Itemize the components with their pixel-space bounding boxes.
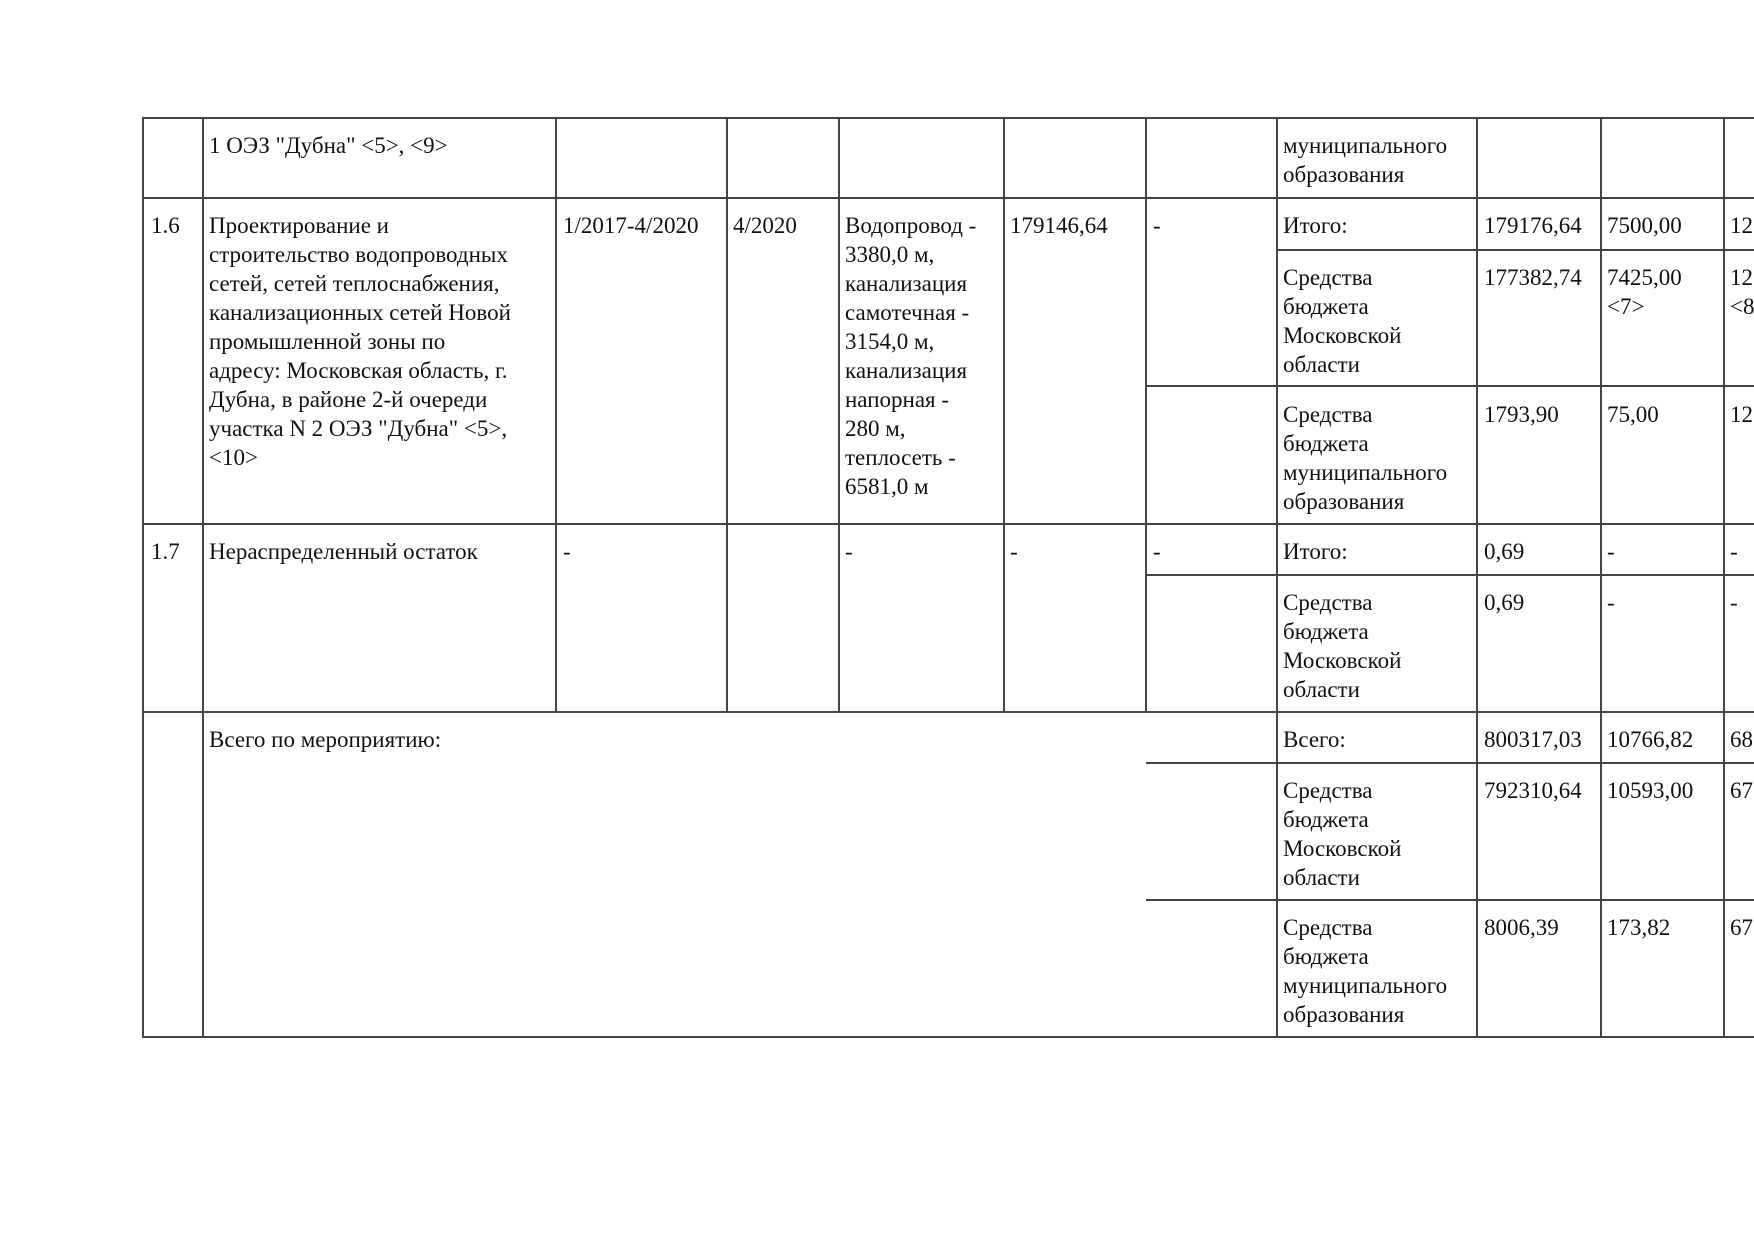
funding-source-cell: муниципального образования xyxy=(1283,133,1448,187)
funding-year1-cell: 10593,00 xyxy=(1607,778,1694,803)
row-divider xyxy=(143,197,1754,199)
funding-year2-cell: - xyxy=(1730,590,1738,615)
funding-year1-cell: 173,82 xyxy=(1607,915,1671,940)
total-label: Всего по мероприятию: xyxy=(209,727,442,752)
end-date-cell: 4/2020 xyxy=(733,213,797,238)
col-divider xyxy=(1003,117,1005,713)
funding-total-cell: 1793,90 xyxy=(1484,402,1559,427)
col-divider xyxy=(202,117,204,1038)
capacity-cell: Водопровод - 3380,0 м, канализация самотечная - 3154,0 м, канализация напорная - 280 м, теплосеть - 6581,0 м xyxy=(845,213,977,499)
funding-total-cell: 792310,64 xyxy=(1484,778,1582,803)
col-divider xyxy=(1145,117,1147,713)
row-divider xyxy=(1277,249,1754,251)
row-number: 1.6 xyxy=(151,213,180,238)
funding-source-cell: Итого: xyxy=(1283,213,1348,238)
funding-total-cell: 800317,03 xyxy=(1484,727,1582,752)
funding-year2-cell: 67 xyxy=(1730,915,1753,940)
funding-year2-cell: 12 xyxy=(1730,213,1753,238)
funding-total-cell: 177382,74 xyxy=(1484,265,1582,290)
table-border-left xyxy=(142,117,144,1038)
funding-source-cell: Всего: xyxy=(1283,727,1346,752)
row-divider xyxy=(143,711,1754,713)
cost-cell: 179146,64 xyxy=(1010,213,1108,238)
funding-year2-cell: 12 <8 xyxy=(1730,265,1754,319)
col-divider xyxy=(1476,117,1478,1038)
capacity-cell: - xyxy=(845,539,853,564)
funding-year2-cell: - xyxy=(1730,539,1738,564)
row-divider xyxy=(1146,899,1754,901)
funding-source-cell: Итого: xyxy=(1283,539,1348,564)
table-border-bottom xyxy=(143,1036,1754,1038)
col-divider xyxy=(726,117,728,713)
col-divider xyxy=(1600,117,1602,1038)
name-cell: 1 ОЭЗ "Дубна" <5>, <9> xyxy=(209,133,448,158)
funding-source-cell: Средства бюджета Московской области xyxy=(1283,590,1402,702)
table-border-top xyxy=(143,117,1754,119)
funding-year1-cell: 10766,82 xyxy=(1607,727,1694,752)
period-cell: 1/2017-4/2020 xyxy=(563,213,699,238)
funding-source-cell: Средства бюджета Московской области xyxy=(1283,265,1402,377)
name-cell: Проектирование и строительство водопроводных сетей, сетей теплоснабжения, канализационных сетей Новой промышленной зоны по адресу: Московская область, г. Дубна, в районе 2-й очереди участка N 2 ОЭЗ "Дубна" <5>, <10> xyxy=(209,213,511,470)
funding-year1-cell: - xyxy=(1607,539,1615,564)
funding-source-cell: Средства бюджета муниципального образования xyxy=(1283,915,1448,1027)
period-cell: - xyxy=(563,539,571,564)
funding-year2-cell: 67 xyxy=(1730,778,1753,803)
funding-source-cell: Средства бюджета муниципального образования xyxy=(1283,402,1448,514)
row-divider xyxy=(1146,574,1754,576)
col-divider xyxy=(555,117,557,713)
col6-cell: - xyxy=(1153,213,1161,238)
funding-total-cell: 0,69 xyxy=(1484,590,1525,615)
funding-source-cell: Средства бюджета Московской области xyxy=(1283,778,1402,890)
funding-year2-cell: 68 xyxy=(1730,727,1753,752)
funding-year1-cell: 75,00 xyxy=(1607,402,1659,427)
row-divider xyxy=(1146,385,1754,387)
row-divider xyxy=(143,523,1754,525)
cost-cell: - xyxy=(1010,539,1018,564)
col-divider xyxy=(838,117,840,713)
funding-year1-cell: 7425,00 <7> xyxy=(1607,265,1682,319)
funding-total-cell: 179176,64 xyxy=(1484,213,1582,238)
col6-cell: - xyxy=(1153,539,1161,564)
funding-total-cell: 8006,39 xyxy=(1484,915,1559,940)
funding-year1-cell: - xyxy=(1607,590,1615,615)
col-divider xyxy=(1723,117,1725,1038)
col-divider xyxy=(1276,117,1278,1038)
name-cell: Нераспределенный остаток xyxy=(209,539,478,564)
funding-year2-cell: 12 xyxy=(1730,402,1753,427)
funding-year1-cell: 7500,00 xyxy=(1607,213,1682,238)
row-number: 1.7 xyxy=(151,539,180,564)
row-divider xyxy=(1146,762,1754,764)
funding-total-cell: 0,69 xyxy=(1484,539,1525,564)
